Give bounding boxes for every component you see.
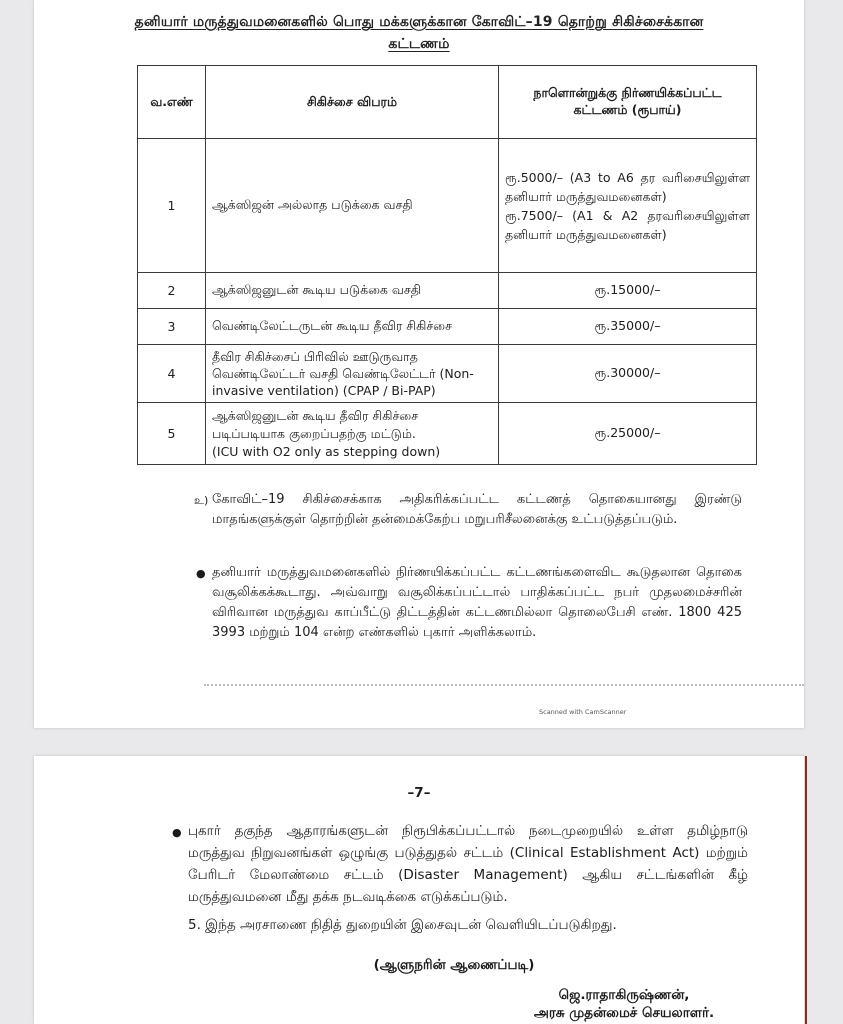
para-item-5: 5. இந்த அரசாணை நிதித் துறையின் இசைவுடன் வெளியிடப்படுகிறது. xyxy=(188,917,617,933)
note-marker: உ) xyxy=(194,494,209,507)
table-header-row xyxy=(138,66,757,139)
bullet-icon: ● xyxy=(196,567,206,580)
row-fee xyxy=(499,139,757,273)
signatory-title: அரசு முதன்மைச் செயலாளர். xyxy=(533,1005,715,1021)
row-treatment: வெண்டிலேட்டருடன் கூடிய தீவிர சிகிச்சை xyxy=(206,309,499,345)
page-title-line2: கட்டணம் xyxy=(388,36,450,52)
row-treatment: தீவிர சிகிச்சைப் பிரிவில் ஊடுருவாத வெண்டிலேட்டர் வசதி வெண்டிலேட்டர் (Non-invasive ventilation) (CPAP / Bi-PAP) xyxy=(206,345,499,403)
fee-text: ரூ.5000/– (A3 to A6 தர வரிசையிலுள்ள தனியார் மருத்துவமனைகள்) xyxy=(505,169,750,204)
row-serial: 5 xyxy=(138,403,206,465)
row-serial: 1 xyxy=(138,139,206,273)
row-treatment: ஆக்ஸிஜன் அல்லாத படுக்கை வசதி xyxy=(206,139,499,273)
page-edge-line xyxy=(805,756,807,1024)
table-row xyxy=(138,309,757,345)
row-fee: ரூ.25000/– xyxy=(499,403,757,465)
row-fee: ரூ.35000/– xyxy=(499,309,757,345)
note-fee-review: கோவிட்–19 சிகிச்சைக்காக அதிகரிக்கப்பட்ட கட்டணத் தொகையானது இரண்டு மாதங்களுக்குள் தொற்றின் தன்மைக்கேற்ப மறுபரிசீலனைக்கு உட்படுத்தப்படும். xyxy=(212,492,742,527)
row-treatment xyxy=(206,403,499,465)
row-serial: 4 xyxy=(138,345,206,403)
table-row xyxy=(138,139,757,273)
row-serial: 3 xyxy=(138,309,206,345)
header-serial: வ.எண் xyxy=(138,66,206,139)
note-complaint: தனியார் மருத்துவமனைகளில் நிர்ணயிக்கப்பட்ட கட்டணங்களைவிட கூடுதலான தொகை வசூலிக்கக்கூடாது. அவ்வாறு வசூலிக்கப்பட்டால் பாதிக்கப்பட்ட நபர் முதலமைச்சரின் விரிவான மருத்துவ காப்பீட்டு திட்டத்தின் கட்டணமில்லா தொலைபேசி எண். 1800 425 3993 மற்றும் 104 என்ற எண்களில் புகார் அளிக்கலாம். xyxy=(212,565,742,640)
para-complaint-action: புகார் தகுந்த ஆதாரங்களுடன் நிரூபிக்கப்பட்டால் நடைமுறையில் உள்ள தமிழ்நாடு மருத்துவ நிறுவனங்கள் ஒழுங்கு படுத்துதல் சட்டம் (Clinical Establishment Act) மற்றும் பேரிடர் மேலாண்மை சட்டம் (Disaster Management) ஆகிய சட்டங்களின் கீழ் மருத்துவமனை மீது தக்க நடவடிக்கை எடுக்கப்படும். xyxy=(188,823,748,905)
fee-table xyxy=(137,65,757,465)
row-fee: ரூ.15000/– xyxy=(499,273,757,309)
header-fee: நாளொன்றுக்கு நிர்ணயிக்கப்பட்ட கட்டணம் (ரூபாய்) xyxy=(499,66,757,139)
signatory-name: ஜெ.ராதாகிருஷ்ணன், xyxy=(558,987,690,1003)
fee-text: ரூ.7500/– (A1 & A2 தரவரிசையிலுள்ள தனியார் மருத்துவமனைகள்) xyxy=(505,207,750,242)
treatment-english: (ICU with O2 only as stepping down) xyxy=(212,443,441,459)
document-page-2 xyxy=(34,756,804,1024)
table-row xyxy=(138,403,757,465)
scan-watermark: Scanned with CamScanner xyxy=(539,708,627,716)
scan-edge-divider xyxy=(204,684,804,690)
page-title: தனியார் மருத்துவமனைகளில் பொது மக்களுக்கான கோவிட்–19 தொற்று சிகிச்சைக்கான xyxy=(134,14,704,30)
table-row xyxy=(138,345,757,403)
governor-order: (ஆளுநரின் ஆணைப்படி) xyxy=(373,957,535,973)
treatment-text: ஆக்ஸிஜனுடன் கூடிய தீவிர சிகிச்சை படிப்படியாக குறைப்பதற்கு மட்டும். xyxy=(212,407,419,441)
bullet-icon: ● xyxy=(172,826,182,839)
document-page-1 xyxy=(34,0,804,728)
row-fee: ரூ.30000/– xyxy=(499,345,757,403)
page-number: –7– xyxy=(407,785,431,801)
row-treatment: ஆக்ஸிஜனுடன் கூடிய படுக்கை வசதி xyxy=(206,273,499,309)
table-row xyxy=(138,273,757,309)
row-serial: 2 xyxy=(138,273,206,309)
header-treatment: சிகிச்சை விபரம் xyxy=(206,66,499,139)
